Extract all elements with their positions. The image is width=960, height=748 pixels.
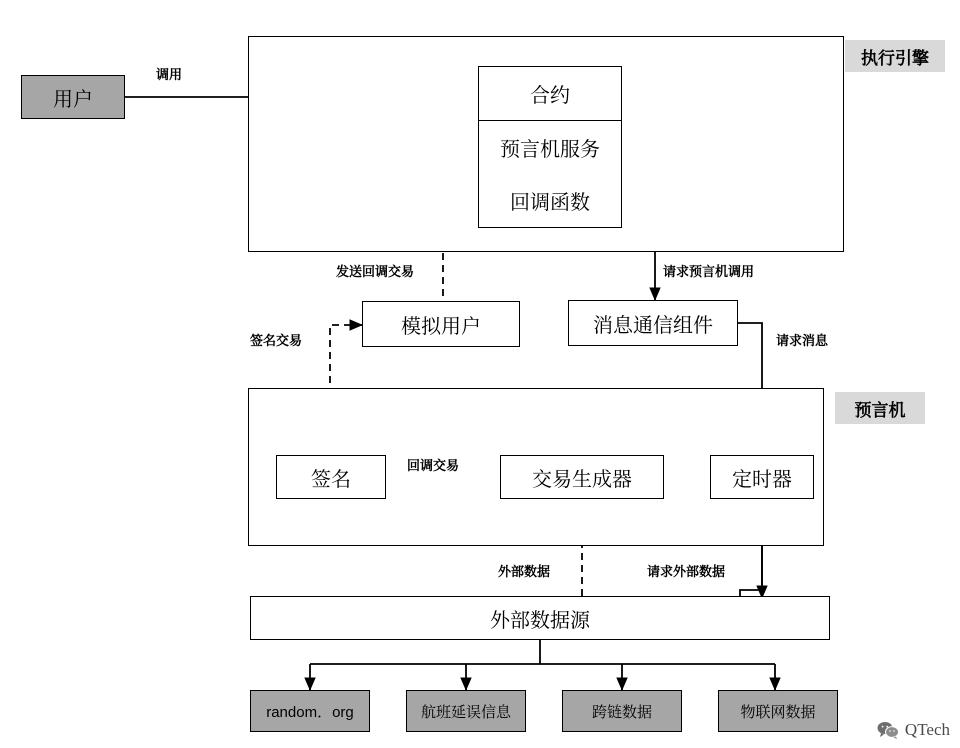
node-tx-generator[interactable]: 交易生成器 bbox=[500, 455, 664, 499]
edge-label-sign-tx: 签名交易 bbox=[250, 333, 303, 348]
edge-label-request-oracle-call: 请求预言机调用 bbox=[663, 264, 755, 279]
zone-tag-oracle: 预言机 bbox=[835, 392, 925, 424]
edge-label-callback-tx: 回调交易 bbox=[407, 458, 460, 473]
leaf-flight-delay[interactable]: 航班延误信息 bbox=[406, 690, 526, 732]
node-message-component[interactable]: 消息通信组件 bbox=[568, 300, 738, 346]
node-callback-function[interactable]: 回调函数 bbox=[510, 192, 590, 214]
watermark-label: QTech bbox=[904, 720, 950, 739]
node-simulated-user[interactable]: 模拟用户 bbox=[362, 301, 520, 347]
wechat-icon bbox=[877, 721, 899, 739]
zone-tag-execution-engine: 执行引擎 bbox=[845, 40, 945, 72]
leaf-iot-data[interactable]: 物联网数据 bbox=[718, 690, 838, 732]
node-signature[interactable]: 签名 bbox=[276, 455, 386, 499]
leaf-random-org[interactable]: random．org bbox=[250, 690, 370, 732]
leaf-cross-chain[interactable]: 跨链数据 bbox=[562, 690, 682, 732]
node-contract[interactable]: 合约 bbox=[479, 67, 621, 121]
edge-label-request-external-data: 请求外部数据 bbox=[647, 564, 726, 579]
edge-label-request-message: 请求消息 bbox=[776, 333, 829, 348]
node-contract-stack bbox=[478, 66, 622, 228]
node-timer[interactable]: 定时器 bbox=[710, 455, 814, 499]
edge-label-send-callback-tx: 发送回调交易 bbox=[336, 264, 415, 279]
watermark bbox=[877, 720, 950, 740]
edge-label-external-data: 外部数据 bbox=[498, 564, 551, 579]
node-oracle-service[interactable]: 预言机服务 bbox=[500, 139, 600, 161]
node-external-data-source[interactable]: 外部数据源 bbox=[250, 596, 830, 640]
node-user[interactable]: 用户 bbox=[21, 75, 125, 119]
edge-label-invoke: 调用 bbox=[156, 67, 183, 82]
